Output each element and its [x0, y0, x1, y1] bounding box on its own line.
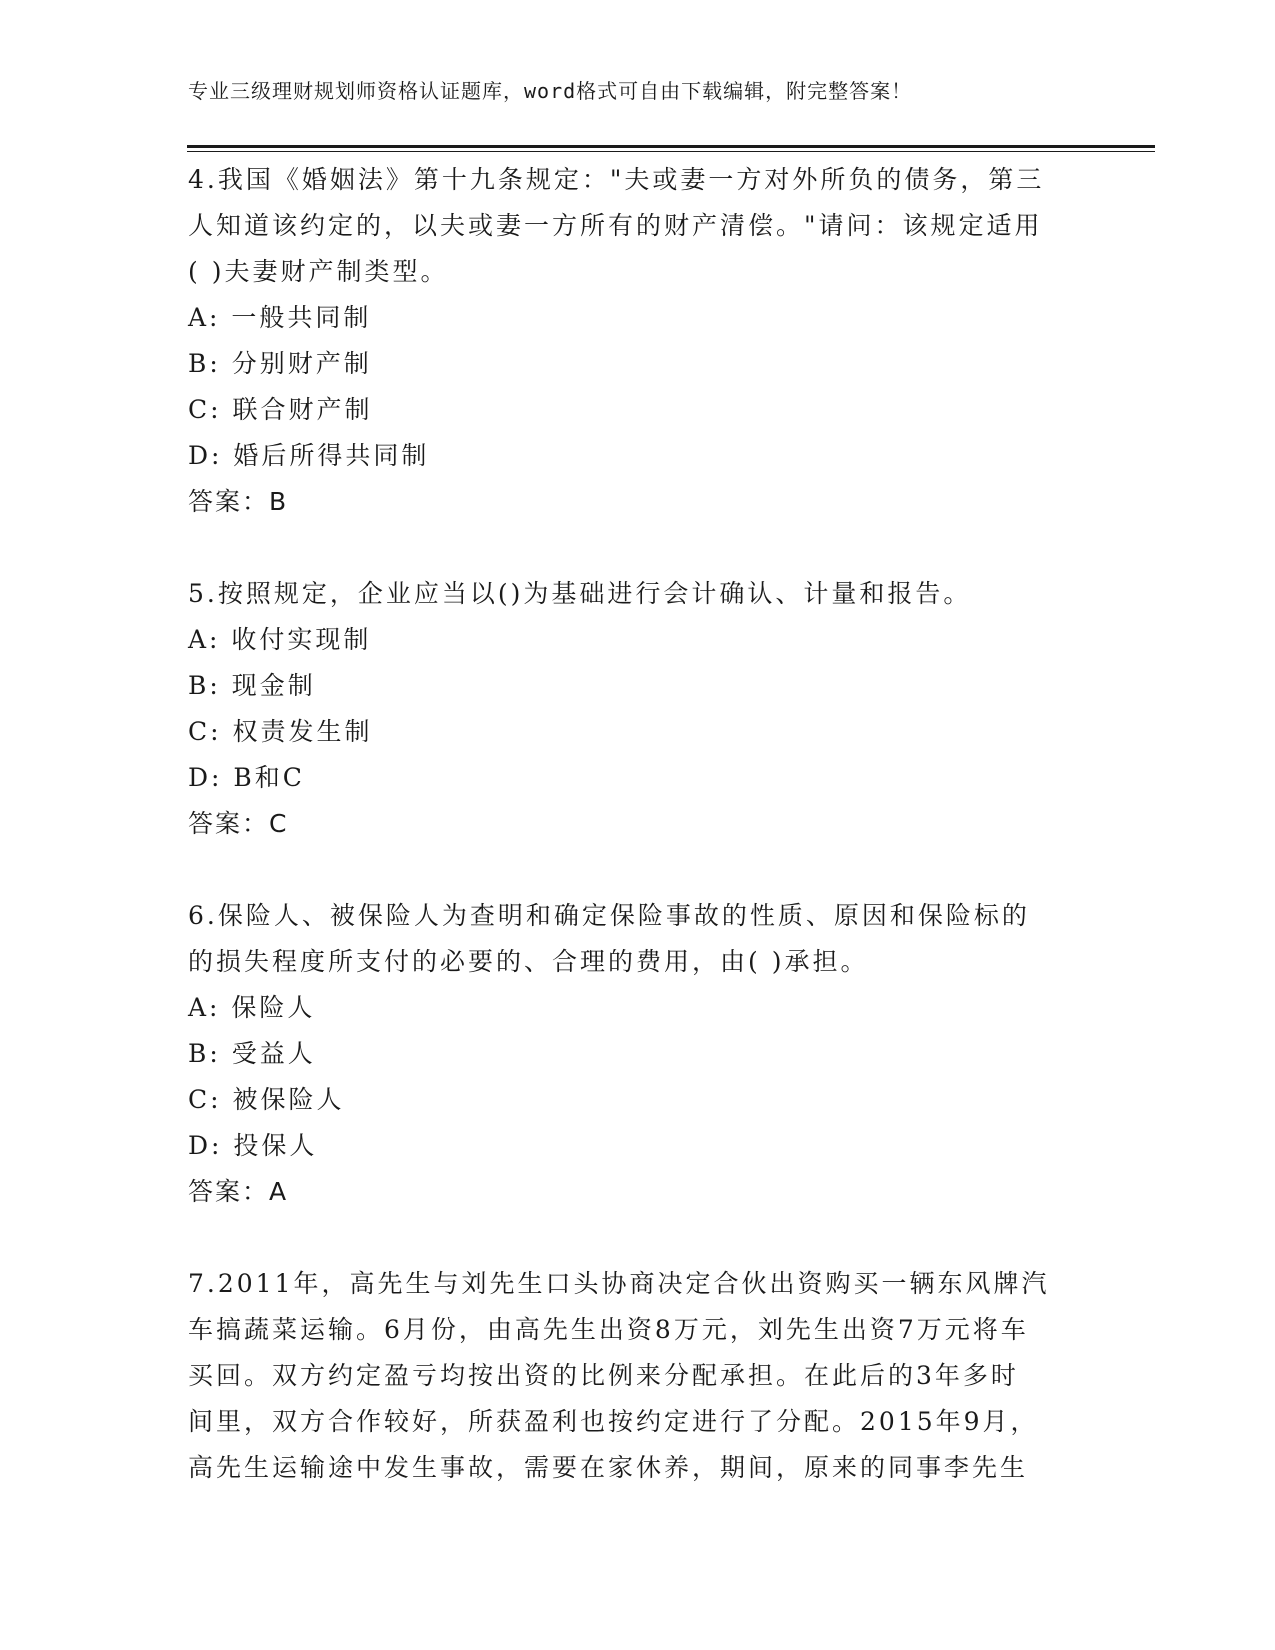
- question-text-line: 买回。双方约定盈亏均按出资的比例来分配承担。在此后的3年多时: [188, 1361, 1019, 1390]
- question-text-line: 7.2011年，高先生与刘先生口头协商决定合伙出资购买一辆东风牌汽: [188, 1269, 1050, 1298]
- question-text-line: 间里，双方合作较好，所获盈利也按约定进行了分配。2015年9月，: [188, 1407, 1039, 1436]
- answer-label: 答案：B: [188, 487, 289, 516]
- option-b: B: 分别财产制: [188, 349, 372, 378]
- option-a: A: 保险人: [188, 993, 316, 1022]
- question-text-line: 5.按照规定，企业应当以()为基础进行会计确认、计量和报告。: [188, 579, 972, 608]
- header-rule-thin: [187, 151, 1155, 152]
- question-list: [188, 157, 1088, 1537]
- question-text-line: 车搞蔬菜运输。6月份，由高先生出资8万元，刘先生出资7万元将车: [188, 1315, 1029, 1344]
- option-c: C: 被保险人: [188, 1085, 345, 1114]
- option-b: B: 受益人: [188, 1039, 316, 1068]
- question-text-line: 高先生运输途中发生事故，需要在家休养，期间，原来的同事李先生: [188, 1453, 1029, 1482]
- option-c: C: 联合财产制: [188, 395, 373, 424]
- question-text-line: 的损失程度所支付的必要的、合理的费用，由( )承担。: [188, 947, 869, 976]
- option-d: D: 投保人: [188, 1131, 318, 1160]
- option-d: D: B和C: [188, 763, 305, 792]
- question-7: [188, 1261, 1088, 1491]
- option-a: A: 收付实现制: [188, 625, 372, 654]
- answer-label: 答案：C: [188, 809, 289, 838]
- question-text-line: 人知道该约定的，以夫或妻一方所有的财产清偿。"请问：该规定适用: [188, 211, 1043, 240]
- document-header: 专业三级理财规划师资格认证题库，word格式可自由下载编辑，附完整答案！: [188, 79, 913, 103]
- header-rule-thick: [187, 145, 1155, 148]
- option-c: C: 权责发生制: [188, 717, 373, 746]
- option-d: D: 婚后所得共同制: [188, 441, 430, 470]
- answer-label: 答案：A: [188, 1177, 289, 1206]
- question-text-line: 4.我国《婚姻法》第十九条规定："夫或妻一方对外所负的债务，第三: [188, 165, 1045, 194]
- question-6: [188, 893, 1088, 1215]
- question-text-line: 6.保险人、被保险人为查明和确定保险事故的性质、原因和保险标的: [188, 901, 1030, 930]
- question-5: [188, 571, 1088, 847]
- option-b: B: 现金制: [188, 671, 316, 700]
- question-4: [188, 157, 1088, 525]
- option-a: A: 一般共同制: [188, 303, 372, 332]
- question-text-line: ( )夫妻财产制类型。: [188, 257, 449, 286]
